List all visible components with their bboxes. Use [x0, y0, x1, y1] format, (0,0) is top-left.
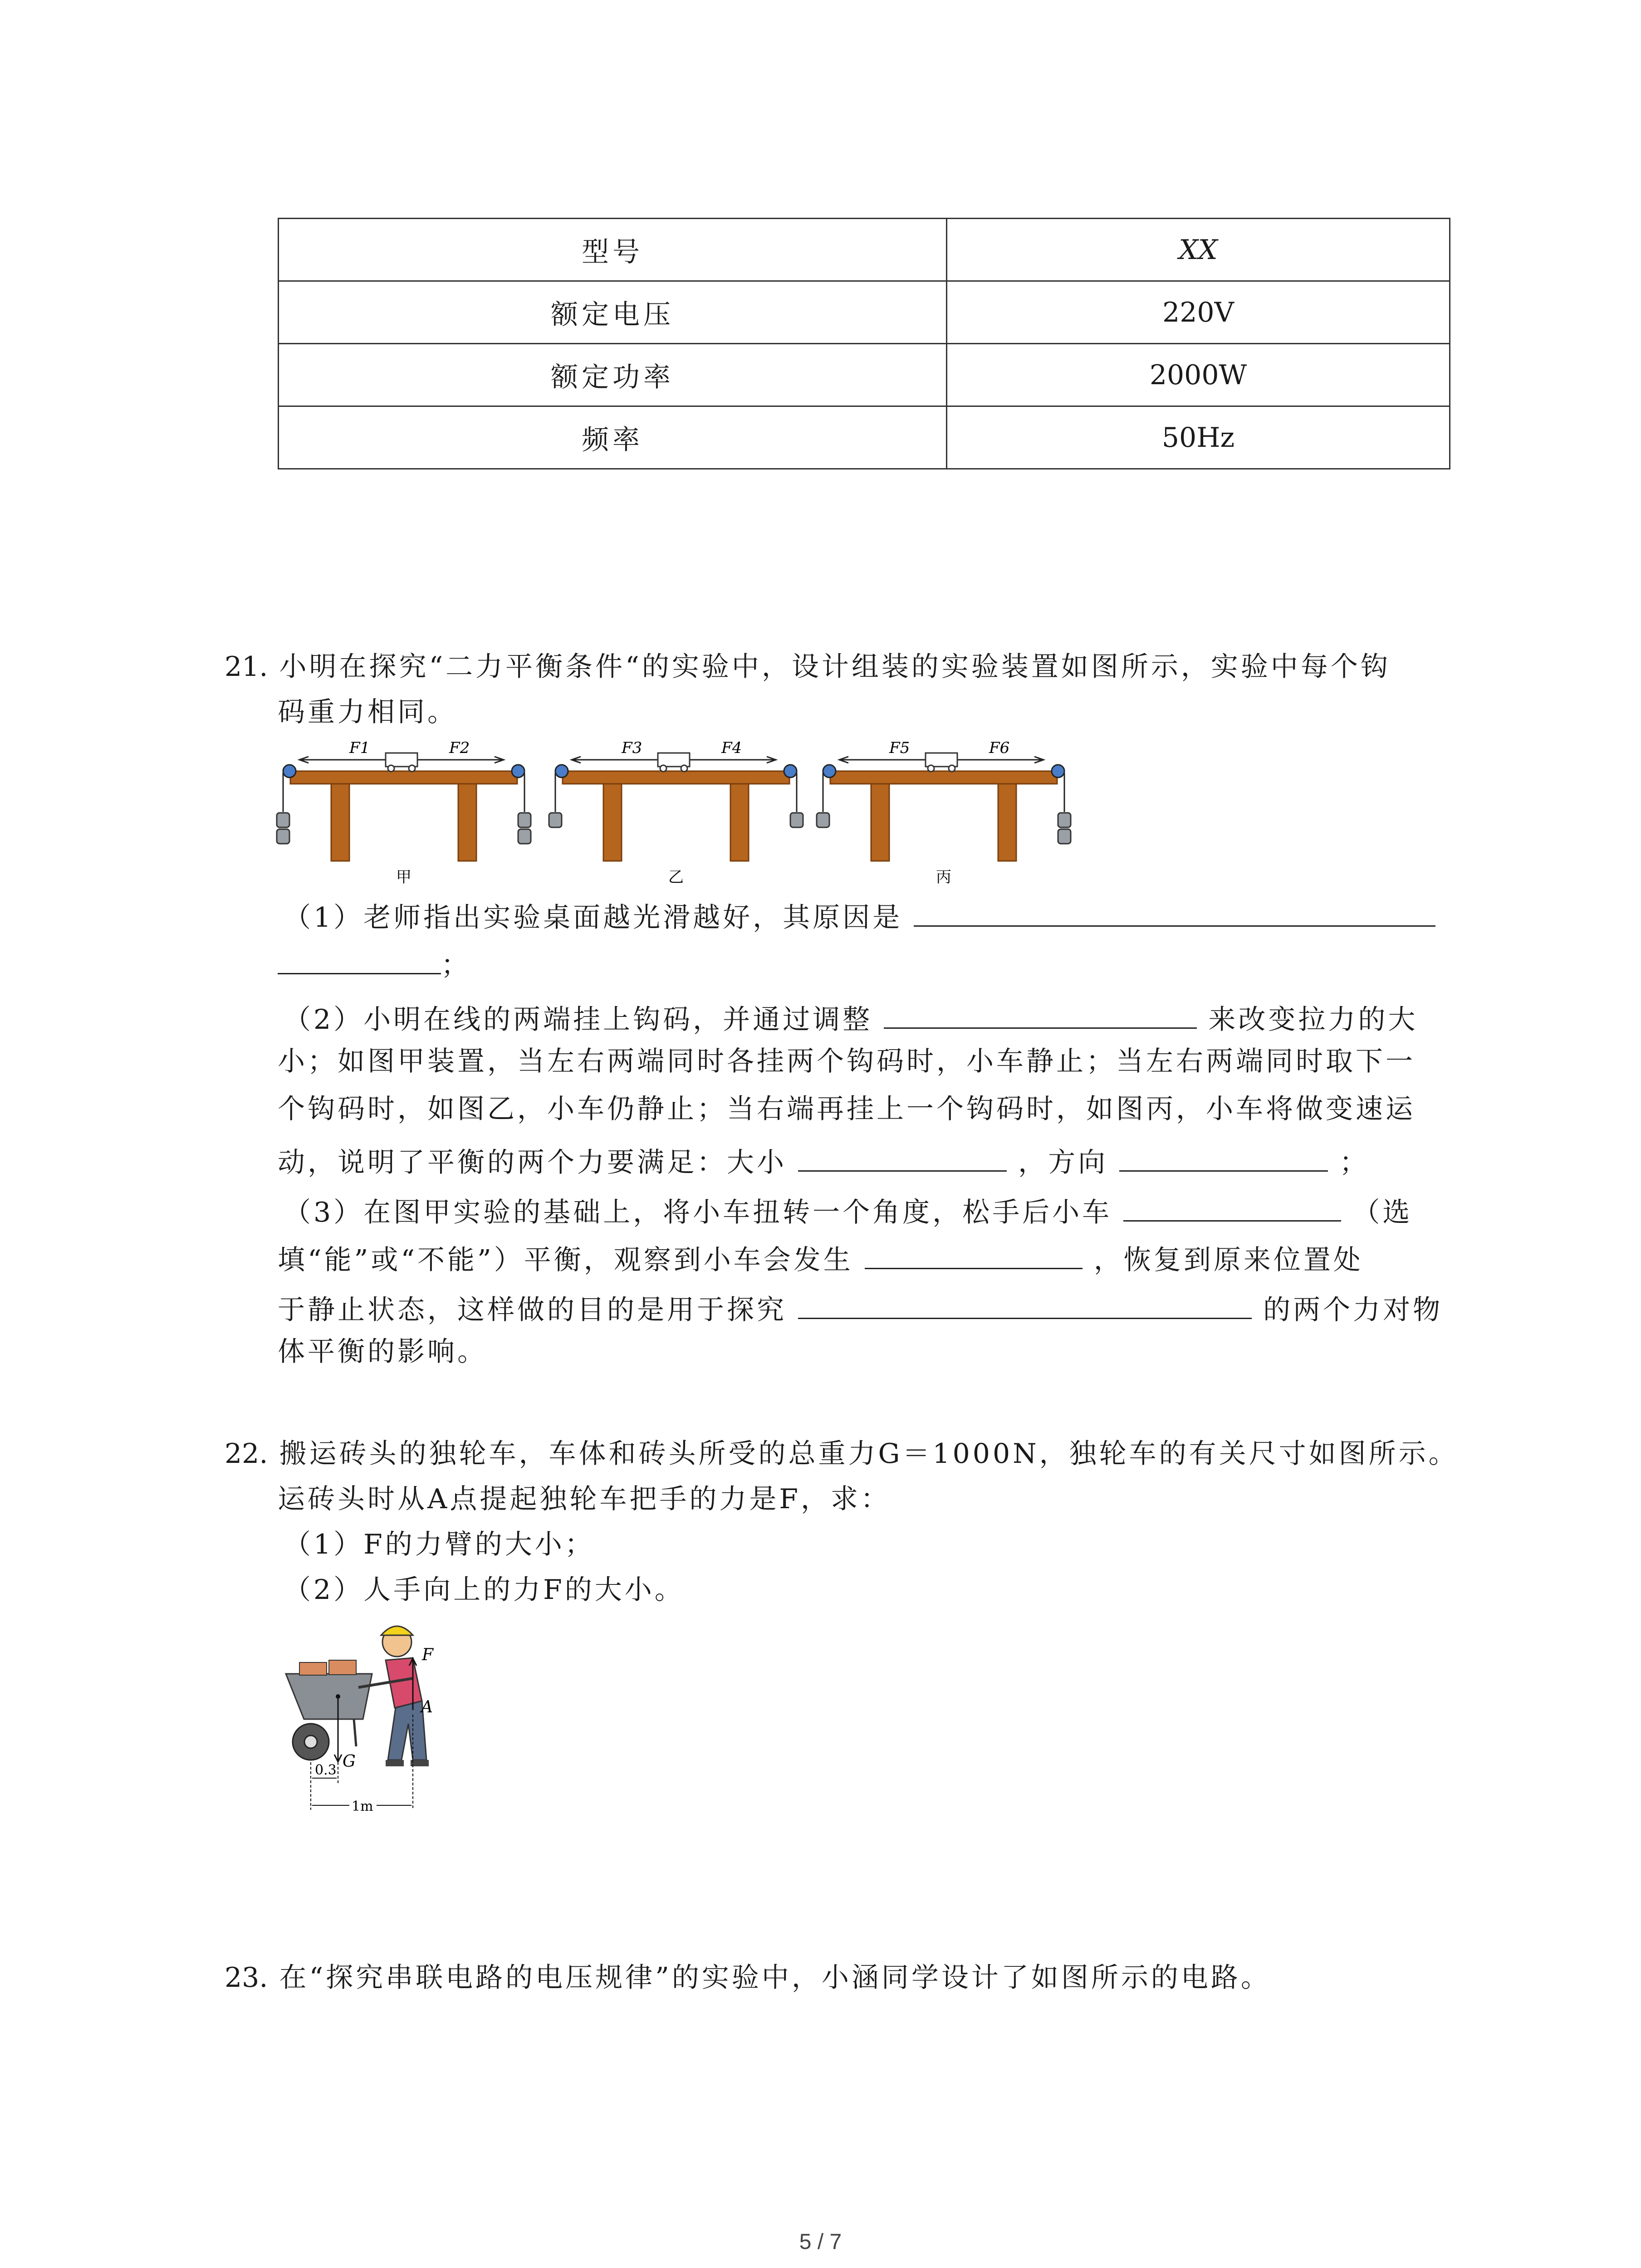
answer-blank[interactable] — [865, 1241, 1083, 1269]
q22-sub1: （1）F的力臂的大小； — [284, 1529, 595, 1560]
q21-part1-line2 — [278, 946, 471, 979]
wheelbarrow-figure — [277, 1610, 472, 1823]
q21-part3-line1 — [284, 1193, 1412, 1226]
answer-blank[interactable] — [914, 898, 1435, 927]
caption-bing: 丙 — [936, 868, 951, 885]
question-number: 21. — [225, 651, 268, 683]
spec-value: 50Hz — [947, 406, 1450, 469]
table-row — [279, 219, 1450, 281]
q21-part3-text-f: 的两个力对物 — [1263, 1294, 1443, 1326]
force-label-f6: F6 — [989, 739, 1010, 757]
two-force-balance-figure — [272, 735, 1080, 885]
q21-part3-line4: 体平衡的影响。 — [278, 1336, 487, 1368]
page-number: 5 / 7 — [799, 2230, 842, 2254]
q21-part1-text: （1）老师指出实验桌面越光滑越好，其原因是 — [284, 902, 903, 934]
q21-part3-line2 — [278, 1241, 1363, 1274]
answer-blank[interactable] — [1119, 1143, 1328, 1172]
table-row — [279, 406, 1450, 469]
label-g: G — [343, 1752, 356, 1771]
q21-stem-line1 — [225, 651, 1391, 683]
q21-part2-text-a: （2）小明在线的两端挂上钩码，并通过调整 — [284, 1004, 873, 1036]
label-f: F — [422, 1646, 433, 1664]
answer-blank[interactable] — [798, 1290, 1252, 1319]
q23-stem-text: 在“探究串联电路的电压规律”的实验中，小涵同学设计了如图所示的电路。 — [279, 1962, 1271, 1994]
force-label-f2: F2 — [449, 739, 470, 757]
q21-part3-text-c: 填“能”或“不能”）平衡，观察到小车会发生 — [278, 1244, 853, 1276]
q22-line1 — [225, 1438, 1459, 1470]
q23-line1 — [225, 1962, 1271, 1994]
q21-part2-text-d: ，方向 — [1018, 1147, 1108, 1178]
q22-sub2: （2）人手向上的力F的大小。 — [284, 1574, 685, 1606]
force-label-f1: F1 — [349, 739, 370, 757]
q21-part2-text-e: ； — [1339, 1147, 1370, 1178]
q21-stem-line2: 码重力相同。 — [278, 696, 457, 728]
q21-part2-text-c: 动，说明了平衡的两个力要满足：大小 — [278, 1147, 787, 1178]
q21-part2-line2: 小；如图甲装置，当左右两端同时各挂两个钩码时，小车静止；当左右两端同时取下一 — [278, 1046, 1416, 1077]
label-1m: 1m — [352, 1799, 373, 1814]
spec-value: 220V — [947, 281, 1450, 344]
answer-blank[interactable] — [1123, 1193, 1341, 1222]
spec-label: 频率 — [279, 406, 947, 469]
setup-bing — [817, 739, 1071, 885]
spec-value: 2000W — [947, 344, 1450, 406]
q22-stem-text: 搬运砖头的独轮车，车体和砖头所受的总重力G＝1000N，独轮车的有关尺寸如图所示。 — [279, 1438, 1459, 1470]
q21-part1-end: ； — [441, 949, 471, 981]
spec-table — [278, 218, 1450, 469]
table-row — [279, 281, 1450, 344]
force-label-f3: F3 — [622, 739, 642, 757]
q21-part3-text-a: （3）在图甲实验的基础上，将小车扭转一个角度，松手后小车 — [284, 1197, 1112, 1228]
question-number: 23. — [225, 1962, 268, 1994]
q21-part1-line1 — [284, 898, 1435, 934]
caption-yi: 乙 — [668, 868, 684, 885]
q21-stem-text: 小明在探究“二力平衡条件“的实验中，设计组装的实验装置如图所示，实验中每个钩 — [279, 651, 1391, 683]
q21-part2-line4 — [278, 1143, 1369, 1176]
q21-part3-text-b: （选 — [1352, 1197, 1413, 1228]
q21-part2-line3: 个钩码时，如图乙，小车仍静止；当右端再挂上一个钩码时，如图丙，小车将做变速运 — [278, 1093, 1416, 1125]
setup-jia — [277, 739, 531, 885]
q21-part2-line1 — [284, 1000, 1418, 1036]
label-a: A — [421, 1698, 433, 1716]
spec-label: 额定电压 — [279, 281, 947, 344]
setup-yi — [549, 739, 803, 885]
force-label-f5: F5 — [889, 739, 910, 757]
answer-blank[interactable] — [798, 1143, 1007, 1172]
question-number: 22. — [225, 1438, 268, 1470]
answer-blank[interactable] — [278, 946, 441, 974]
spec-label: 型号 — [279, 219, 947, 281]
q21-part3-text-d: ，恢复到原来位置处 — [1093, 1244, 1363, 1276]
spec-label: 额定功率 — [279, 344, 947, 406]
label-0-3: 0.3 — [315, 1762, 337, 1778]
caption-jia: 甲 — [396, 868, 411, 885]
q22-line2: 运砖头时从A点提起独轮车把手的力是F，求： — [278, 1483, 891, 1515]
force-label-f4: F4 — [721, 739, 742, 757]
q21-part3-line3 — [278, 1290, 1443, 1324]
q21-part2-text-b: 来改变拉力的大 — [1208, 1004, 1418, 1036]
q21-part3-text-e: 于静止状态，这样做的目的是用于探究 — [278, 1294, 787, 1326]
answer-blank[interactable] — [884, 1000, 1197, 1029]
spec-value: XX — [947, 219, 1450, 281]
table-row — [279, 344, 1450, 406]
